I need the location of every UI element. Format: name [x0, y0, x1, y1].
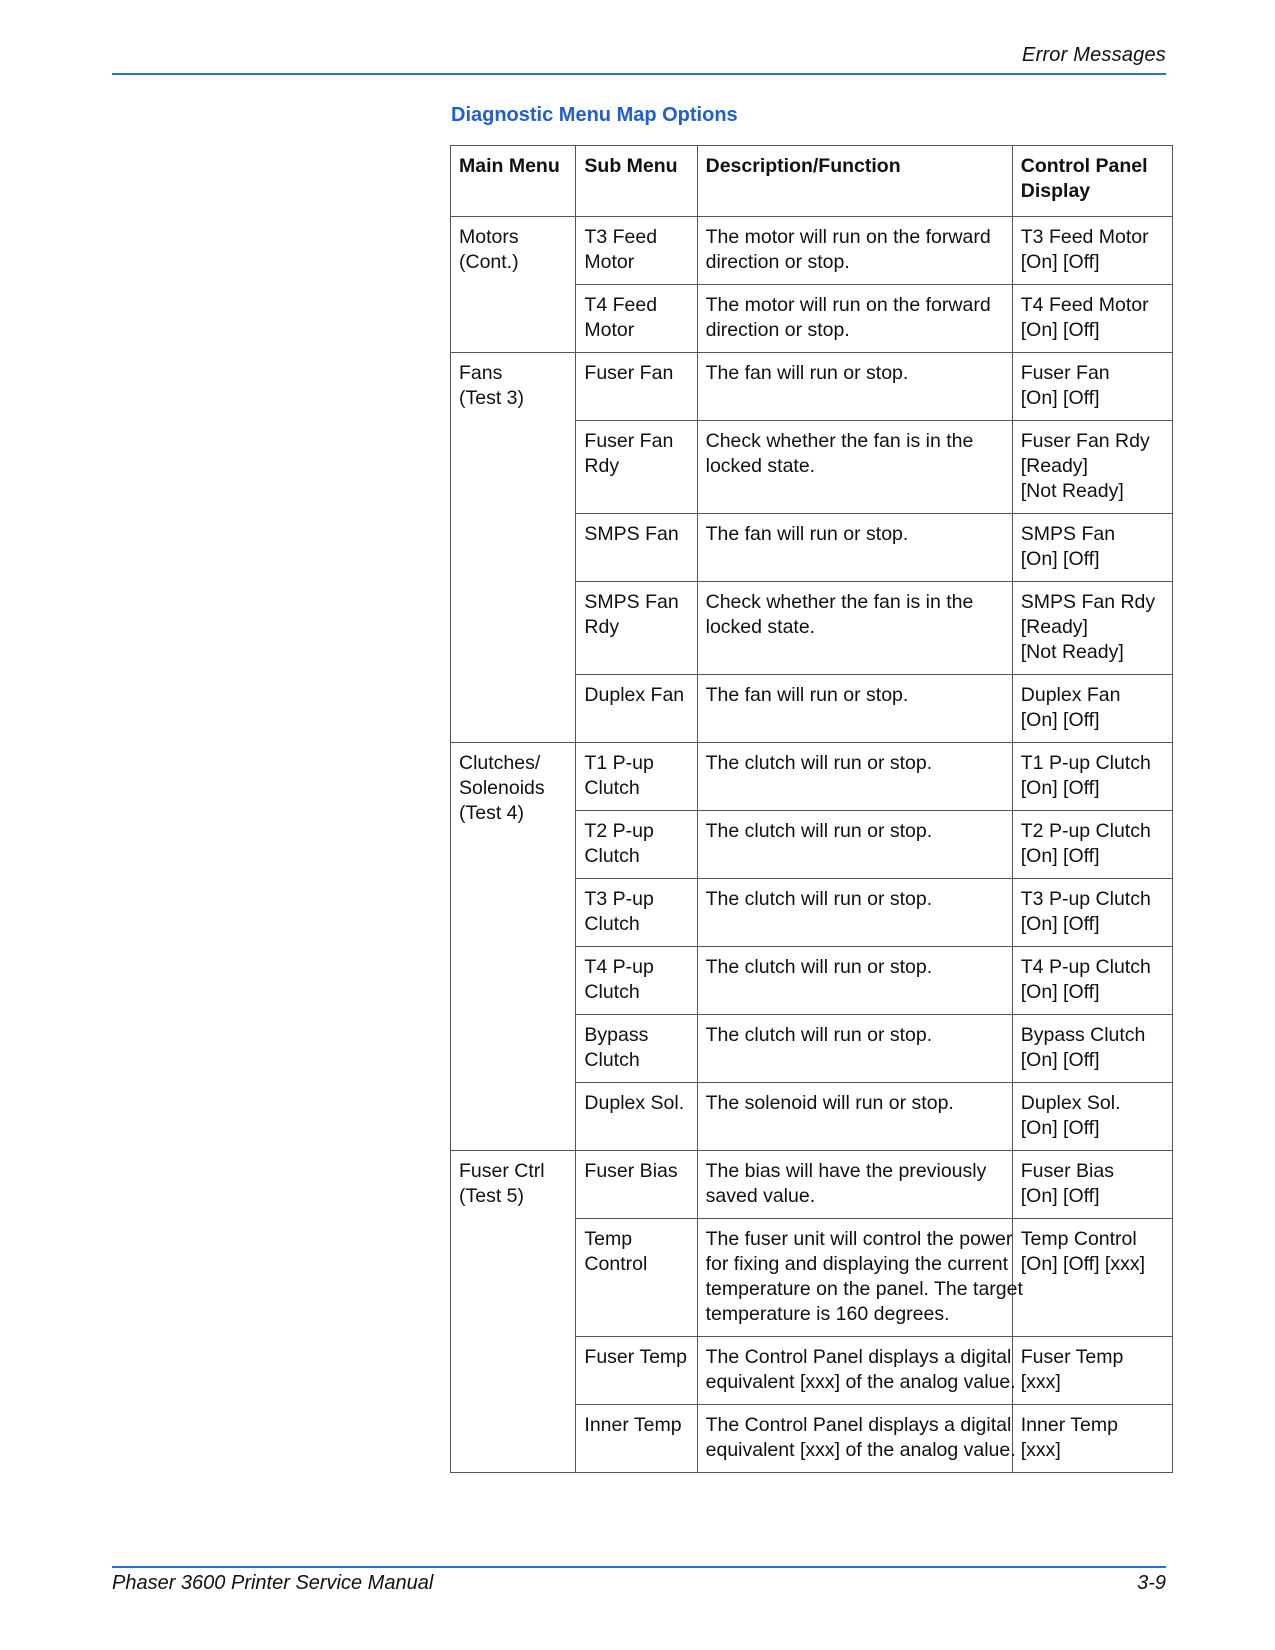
description-cell: [697, 1015, 1012, 1083]
table-row: [451, 1151, 1173, 1219]
table-row: [451, 743, 1173, 811]
display-cell: [1012, 1151, 1172, 1219]
display-line: T1 P-up Clutch: [1020, 752, 1151, 774]
display-cell: [1012, 285, 1172, 353]
display-line: Fuser Temp: [1020, 1346, 1124, 1368]
description-line: The fuser unit will control the power: [705, 1228, 1013, 1250]
main-menu-cell: [451, 1151, 576, 1473]
main-menu-line: Motors: [459, 226, 519, 248]
display-line: Fuser Fan: [1020, 362, 1110, 384]
sub-menu-line: Duplex Fan: [584, 684, 685, 706]
description-line: locked state.: [705, 455, 816, 477]
sub-menu-line: Bypass: [584, 1024, 649, 1046]
sub-menu-cell: [576, 1337, 697, 1405]
display-line: [On] [Off]: [1020, 913, 1100, 935]
main-menu-line: (Test 3): [459, 387, 525, 409]
display-cell: [1012, 947, 1172, 1015]
display-line: T2 P-up Clutch: [1020, 820, 1151, 842]
sub-menu-line: SMPS Fan: [584, 523, 679, 545]
sub-menu-line: Temp: [584, 1228, 633, 1250]
description-line: saved value.: [705, 1185, 816, 1207]
footer-manual-title: Phaser 3600 Printer Service Manual: [112, 1572, 434, 1594]
description-cell: [697, 1337, 1016, 1405]
sub-menu-line: T4 Feed: [584, 294, 658, 316]
table-row: [451, 217, 1173, 285]
description-line: direction or stop.: [705, 251, 850, 273]
display-line: [Ready]: [1020, 455, 1088, 477]
diagnostic-menu-table: [450, 145, 1173, 1473]
display-line: Inner Temp: [1020, 1414, 1118, 1436]
header-main-menu: Main Menu: [451, 146, 576, 217]
main-menu-cell: [451, 217, 576, 353]
description-line: The clutch will run or stop.: [705, 956, 933, 978]
sub-menu-line: Fuser Fan: [584, 430, 674, 452]
description-line: The fan will run or stop.: [705, 362, 909, 384]
description-cell: [697, 1151, 1012, 1219]
display-line: [Ready]: [1020, 616, 1088, 638]
description-line: The motor will run on the forward: [705, 226, 991, 248]
display-line: [On] [Off]: [1020, 777, 1100, 799]
display-line: [On] [Off]: [1020, 981, 1100, 1003]
sub-menu-line: Fuser Fan: [584, 362, 674, 384]
description-cell: [697, 811, 1012, 879]
section-title: Diagnostic Menu Map Options: [451, 104, 738, 126]
description-cell: [697, 743, 1012, 811]
description-cell: [697, 1219, 1023, 1337]
description-line: The fan will run or stop.: [705, 684, 909, 706]
sub-menu-line: SMPS Fan: [584, 591, 679, 613]
display-line: Duplex Fan: [1020, 684, 1121, 706]
description-line: The motor will run on the forward: [705, 294, 991, 316]
display-line: SMPS Fan: [1020, 523, 1116, 545]
display-cell: [1012, 1083, 1172, 1151]
sub-menu-cell: [576, 743, 697, 811]
sub-menu-line: T3 P-up: [584, 888, 654, 910]
main-menu-line: (Test 5): [459, 1185, 525, 1207]
main-menu-line: Fuser Ctrl: [459, 1160, 545, 1182]
sub-menu-line: Rdy: [584, 616, 620, 638]
description-line: The clutch will run or stop.: [705, 1024, 933, 1046]
main-menu-cell: [451, 353, 576, 743]
sub-menu-line: Inner Temp: [584, 1414, 682, 1436]
description-line: The Control Panel displays a digital: [705, 1346, 1012, 1368]
sub-menu-cell: [576, 217, 697, 285]
display-line: [On] [Off]: [1020, 319, 1100, 341]
description-line: The fan will run or stop.: [705, 523, 909, 545]
sub-menu-line: Clutch: [584, 1049, 640, 1071]
sub-menu-line: T4 P-up: [584, 956, 654, 978]
display-line: Fuser Bias: [1020, 1160, 1114, 1182]
sub-menu-line: Clutch: [584, 913, 640, 935]
header-control-panel-display: Control Panel Display: [1012, 146, 1172, 217]
table-row: [451, 353, 1173, 421]
sub-menu-cell: [576, 582, 697, 675]
main-menu-line: Fans: [459, 362, 503, 384]
sub-menu-line: Control: [584, 1253, 648, 1275]
display-cell: [1012, 879, 1172, 947]
display-line: [On] [Off] [xxx]: [1020, 1253, 1146, 1275]
header-sub-menu: Sub Menu: [576, 146, 697, 217]
description-line: The Control Panel displays a digital: [705, 1414, 1012, 1436]
description-line: temperature on the panel. The target: [705, 1278, 1023, 1300]
main-menu-line: Clutches/: [459, 752, 541, 774]
description-line: for fixing and displaying the current: [705, 1253, 1009, 1275]
display-cell: [1012, 582, 1172, 675]
display-cell: [1012, 1015, 1172, 1083]
sub-menu-cell: [576, 947, 697, 1015]
display-line: T4 P-up Clutch: [1020, 956, 1151, 978]
description-line: The clutch will run or stop.: [705, 752, 933, 774]
description-cell: [697, 514, 1012, 582]
table-header-row: [451, 146, 1173, 217]
sub-menu-line: T2 P-up: [584, 820, 654, 842]
main-menu-cell: [451, 743, 576, 1151]
sub-menu-cell: [576, 353, 697, 421]
sub-menu-line: T3 Feed: [584, 226, 658, 248]
display-line: Fuser Fan Rdy: [1020, 430, 1150, 452]
sub-menu-cell: [576, 1405, 697, 1473]
display-cell: [1012, 1405, 1172, 1473]
sub-menu-line: Clutch: [584, 845, 640, 867]
sub-menu-cell: [576, 1083, 697, 1151]
sub-menu-cell: [576, 285, 697, 353]
display-line: SMPS Fan Rdy: [1020, 591, 1156, 613]
display-cell: [1012, 743, 1172, 811]
description-cell: [697, 217, 1012, 285]
sub-menu-cell: [576, 811, 697, 879]
description-line: The bias will have the previously: [705, 1160, 987, 1182]
description-line: Check whether the fan is in the: [705, 591, 974, 613]
display-line: [xxx]: [1020, 1371, 1061, 1393]
description-cell: [697, 947, 1012, 1015]
display-line: [On] [Off]: [1020, 845, 1100, 867]
description-cell: [697, 1083, 1012, 1151]
description-cell: [697, 353, 1012, 421]
display-cell: [1012, 811, 1172, 879]
description-line: locked state.: [705, 616, 816, 638]
description-line: temperature is 160 degrees.: [705, 1303, 950, 1325]
display-line: [Not Ready]: [1020, 641, 1124, 663]
display-line: [On] [Off]: [1020, 1117, 1100, 1139]
sub-menu-cell: [576, 879, 697, 947]
sub-menu-cell: [576, 421, 697, 514]
display-line: [On] [Off]: [1020, 1185, 1100, 1207]
sub-menu-line: Rdy: [584, 455, 620, 477]
display-line: T3 P-up Clutch: [1020, 888, 1151, 910]
sub-menu-cell: [576, 1151, 697, 1219]
main-menu-line: (Test 4): [459, 802, 525, 824]
display-line: [On] [Off]: [1020, 548, 1100, 570]
description-line: equivalent [xxx] of the analog value.: [705, 1371, 1016, 1393]
description-line: The solenoid will run or stop.: [705, 1092, 954, 1114]
display-line: [xxx]: [1020, 1439, 1061, 1461]
description-line: The clutch will run or stop.: [705, 888, 933, 910]
sub-menu-line: Duplex Sol.: [584, 1092, 685, 1114]
sub-menu-cell: [576, 514, 697, 582]
display-line: Bypass Clutch: [1020, 1024, 1146, 1046]
table-body: [451, 217, 1173, 1473]
description-cell: [697, 421, 1012, 514]
footer-rule: [112, 1566, 1166, 1568]
sub-menu-line: Motor: [584, 251, 635, 273]
display-cell: [1012, 353, 1172, 421]
description-cell: [697, 285, 1012, 353]
display-line: [Not Ready]: [1020, 480, 1124, 502]
display-cell: [1012, 1219, 1172, 1337]
display-cell: [1012, 217, 1172, 285]
header-description: Description/Function: [697, 146, 1012, 217]
sub-menu-line: Motor: [584, 319, 635, 341]
sub-menu-cell: [576, 1219, 697, 1337]
running-header: Error Messages: [1022, 44, 1166, 66]
sub-menu-line: Fuser Temp: [584, 1346, 688, 1368]
sub-menu-cell: [576, 675, 697, 743]
description-cell: [697, 582, 1012, 675]
sub-menu-cell: [576, 1015, 697, 1083]
description-cell: [697, 879, 1012, 947]
description-line: Check whether the fan is in the: [705, 430, 974, 452]
header-rule: [112, 73, 1166, 75]
display-line: T4 Feed Motor: [1020, 294, 1149, 316]
display-line: Duplex Sol.: [1020, 1092, 1121, 1114]
display-line: Temp Control: [1020, 1228, 1137, 1250]
main-menu-line: (Cont.): [459, 251, 519, 273]
description-cell: [697, 1405, 1016, 1473]
description-line: The clutch will run or stop.: [705, 820, 933, 842]
display-line: [On] [Off]: [1020, 1049, 1100, 1071]
sub-menu-line: Clutch: [584, 777, 640, 799]
sub-menu-line: Clutch: [584, 981, 640, 1003]
display-cell: [1012, 421, 1172, 514]
display-line: [On] [Off]: [1020, 387, 1100, 409]
sub-menu-line: Fuser Bias: [584, 1160, 678, 1182]
main-menu-line: Solenoids: [459, 777, 545, 799]
display-cell: [1012, 1337, 1172, 1405]
description-cell: [697, 675, 1012, 743]
display-line: T3 Feed Motor: [1020, 226, 1149, 248]
sub-menu-line: T1 P-up: [584, 752, 654, 774]
description-line: equivalent [xxx] of the analog value.: [705, 1439, 1016, 1461]
display-line: [On] [Off]: [1020, 709, 1100, 731]
display-line: [On] [Off]: [1020, 251, 1100, 273]
display-cell: [1012, 514, 1172, 582]
footer-page-number: 3-9: [1137, 1572, 1166, 1594]
display-cell: [1012, 675, 1172, 743]
description-line: direction or stop.: [705, 319, 850, 341]
